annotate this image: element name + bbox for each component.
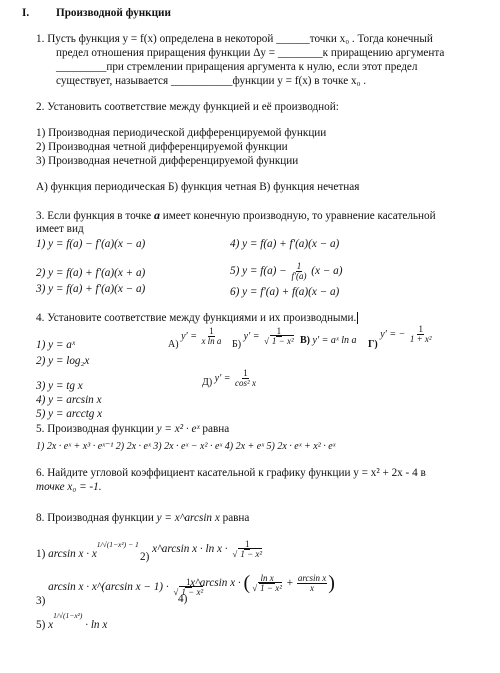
q8-option-4-fraction-2 bbox=[297, 574, 327, 593]
q8-option-2 bbox=[140, 539, 264, 564]
q6-line-2: точке x₀ = -1. bbox=[36, 481, 102, 493]
q2-item-2: 2) Производная четной дифференцируемой функции bbox=[36, 141, 288, 153]
q8-option-1-label: 1) bbox=[36, 548, 46, 560]
q4-deriv-g-num: 1 bbox=[418, 324, 423, 334]
q8-option-4 bbox=[178, 572, 335, 606]
q3-option-5-post: (x − a) bbox=[311, 265, 343, 278]
q3-option-5-den: f′(a) bbox=[291, 271, 307, 281]
section-number: I. bbox=[22, 7, 30, 19]
q8-option-3-num: 1 bbox=[186, 577, 191, 587]
q8-option-2-fraction bbox=[231, 540, 263, 559]
q4-deriv-a-fraction bbox=[200, 327, 222, 346]
section-title: Производной функции bbox=[56, 7, 171, 19]
q3-option-4: 4) y = f(a) + f′(a)(x − a) bbox=[230, 238, 340, 250]
q4-deriv-a-pre: y′ = bbox=[181, 330, 197, 342]
q8-option-3-den: √ 1 − x² bbox=[173, 587, 204, 597]
q8-option-2-den: √ 1 − x² bbox=[232, 549, 263, 559]
left-paren-icon: ( bbox=[243, 572, 251, 594]
q4-function-5: 5) y = arcctg x bbox=[36, 408, 103, 420]
q8-option-4-expr: x^arcsin x · bbox=[190, 577, 241, 590]
q4-deriv-d-num: 1 bbox=[243, 368, 248, 378]
q4-deriv-a-num: 1 bbox=[209, 326, 214, 336]
q4-deriv-b bbox=[232, 326, 296, 350]
q4-deriv-d bbox=[202, 369, 258, 388]
q4-deriv-v-expr: y′ = aˣ ln a bbox=[312, 335, 357, 346]
q5-title-tail: равна bbox=[202, 423, 230, 435]
q8-option-4-fraction-1 bbox=[251, 574, 283, 593]
q3-option-5-fraction bbox=[291, 262, 308, 281]
q3-option-5 bbox=[230, 262, 342, 281]
q8-option-5 bbox=[36, 611, 108, 632]
q4-deriv-d-pre: y′ = bbox=[214, 372, 231, 384]
q3-title-b: имеет конечную производную, то уравнение касательной bbox=[162, 210, 436, 222]
q4-deriv-b-den: √ 1 − x² bbox=[263, 336, 294, 346]
q8-option-1 bbox=[36, 540, 139, 561]
q8-title-text: 8. Производная функции bbox=[36, 512, 154, 524]
q8-option-3-label: 3) bbox=[36, 595, 46, 608]
q4-title-text: 4. Установите соответствие между функциями и их производными. bbox=[36, 312, 357, 324]
q8-option-1-expr: arcsin x · x bbox=[48, 548, 97, 560]
q8-option-2-label: 2) bbox=[140, 551, 150, 564]
q8-option-5-base: x bbox=[48, 619, 54, 631]
q4-deriv-a bbox=[168, 326, 223, 350]
q3-option-5-num: 1 bbox=[296, 261, 302, 271]
q3-option-5-label: 5) bbox=[230, 265, 240, 278]
q4-deriv-v-label: В) bbox=[300, 335, 310, 346]
q3-title-a: 3. Если функция в точке bbox=[36, 210, 152, 222]
q8-option-5-label: 5) bbox=[36, 619, 46, 631]
q8-function: y = x^arcsin x bbox=[156, 512, 220, 524]
q1-line-3: _________при стремлении приращения аргумента к нулю, если этот предел bbox=[56, 61, 418, 73]
q3-option-2: 2) y = f(a) + f′(a)(x + a) bbox=[36, 267, 146, 279]
q8-option-3-expr: arcsin x · x^(arcsin x − 1) · bbox=[48, 581, 169, 594]
q4-deriv-g-pre: y′ = − bbox=[380, 328, 406, 340]
q1-line-2: предел отношения приращения функции Δу = ________к приращению аргумента bbox=[56, 47, 445, 59]
q8-option-4-num-1: ln x bbox=[260, 573, 274, 583]
q3-option-3: 3) y = f(a) + f′(a)(x − a) bbox=[36, 283, 146, 295]
q4-deriv-g-fraction bbox=[409, 325, 433, 344]
q4-deriv-b-pre: y′ = bbox=[243, 330, 260, 342]
q8-option-5-tail: · ln x bbox=[85, 619, 108, 631]
q8-option-2-radicand: 1 − x² bbox=[240, 549, 263, 559]
q4-function-3: 3) y = tg x bbox=[36, 380, 83, 392]
q1-line-4: существует, называется ___________функции у = f(x) в точке х₀ . bbox=[56, 75, 367, 87]
q4-deriv-g-den: 1 + x² bbox=[409, 334, 432, 344]
q2-answers: А) функция периодическая Б) функция четная В) функция нечетная bbox=[36, 181, 360, 193]
q4-deriv-b-radicand: 1 − x² bbox=[271, 336, 294, 346]
q2-item-1: 1) Производная периодической дифференцируемой функции bbox=[36, 127, 327, 139]
q8-option-1-exp: 1/√(1−x²) − 1 bbox=[96, 540, 139, 550]
q3-option-5-pre: y = f(a) − bbox=[242, 265, 287, 278]
q4-deriv-g bbox=[368, 324, 434, 350]
q3-option-6: 6) y = f′(a) + f(a)(x − a) bbox=[230, 286, 340, 298]
q4-deriv-b-label: Б) bbox=[232, 338, 242, 350]
q4-deriv-b-num: 1 bbox=[276, 326, 282, 336]
q8-option-5-exp: 1/√(1−x²) bbox=[53, 611, 83, 621]
q8-option-2-expr: x^arcsin x · ln x · bbox=[152, 543, 228, 556]
q2-item-3: 3) Производная нечетной дифференцируемой функции bbox=[36, 155, 299, 167]
q4-deriv-d-den: cos² x bbox=[235, 378, 256, 388]
q3-option-1: 1) y = f(a) − f′(a)(x − a) bbox=[36, 238, 146, 250]
q4-deriv-a-den: x ln a bbox=[201, 336, 222, 346]
q8-option-4-num-2: arcsin x bbox=[297, 573, 327, 583]
q3-title bbox=[36, 209, 436, 223]
q5-options: 1) 2x · eˣ + x³ · eˣ⁻¹ 2) 2x · eˣ 3) 2x · eˣ − x² · eˣ 4) 2x + eˣ 5) 2x · eˣ + x² · eˣ bbox=[36, 441, 336, 452]
q4-function-4: 4) y = arcsin x bbox=[36, 394, 102, 406]
q1-line-1: 1. Пусть функция у = f(x) определена в некоторой ______точки х₀ . Тогда конечный bbox=[36, 33, 433, 45]
q8-title bbox=[36, 512, 249, 525]
q8-option-2-num: 1 bbox=[244, 539, 250, 549]
q4-deriv-v bbox=[300, 334, 356, 347]
q8-title-tail: равна bbox=[222, 512, 250, 524]
q4-deriv-d-fraction bbox=[234, 369, 257, 388]
q8-option-4-radicand: 1 − x² bbox=[260, 583, 282, 593]
q4-title bbox=[36, 312, 358, 325]
q8-option-4-den-2: x bbox=[310, 583, 315, 593]
q5-title-text: 5. Производная функции bbox=[36, 423, 154, 435]
q8-option-4-den-1: √ 1 − x² bbox=[252, 583, 282, 593]
q3-title-var: a bbox=[153, 208, 160, 222]
q6-line-1: 6. Найдите угловой коэффициент касательной к графику функции y = x² + 2x - 4 в bbox=[36, 467, 426, 479]
q8-option-4-label: 4) bbox=[178, 593, 188, 606]
q4-deriv-a-label: А) bbox=[168, 338, 179, 350]
q2-title: 2. Установить соответствие между функцией и её производной: bbox=[36, 101, 339, 113]
q4-function-2: 2) y = log₂x bbox=[36, 355, 90, 367]
q5-function: y = x² · eˣ bbox=[156, 423, 200, 435]
plus-sign: + bbox=[286, 577, 294, 590]
q4-function-1: 1) y = aˣ bbox=[36, 339, 75, 351]
q4-deriv-d-label: Д) bbox=[202, 376, 213, 388]
q8-option-3-radicand: 1 − x² bbox=[181, 587, 204, 597]
q3-title-line-2: имеет вид bbox=[36, 223, 84, 235]
q5-title bbox=[36, 423, 229, 436]
q4-deriv-g-label: Г) bbox=[368, 338, 378, 350]
right-paren-icon: ) bbox=[328, 572, 335, 594]
q4-deriv-b-fraction bbox=[263, 327, 295, 346]
text-cursor-icon bbox=[357, 312, 358, 324]
